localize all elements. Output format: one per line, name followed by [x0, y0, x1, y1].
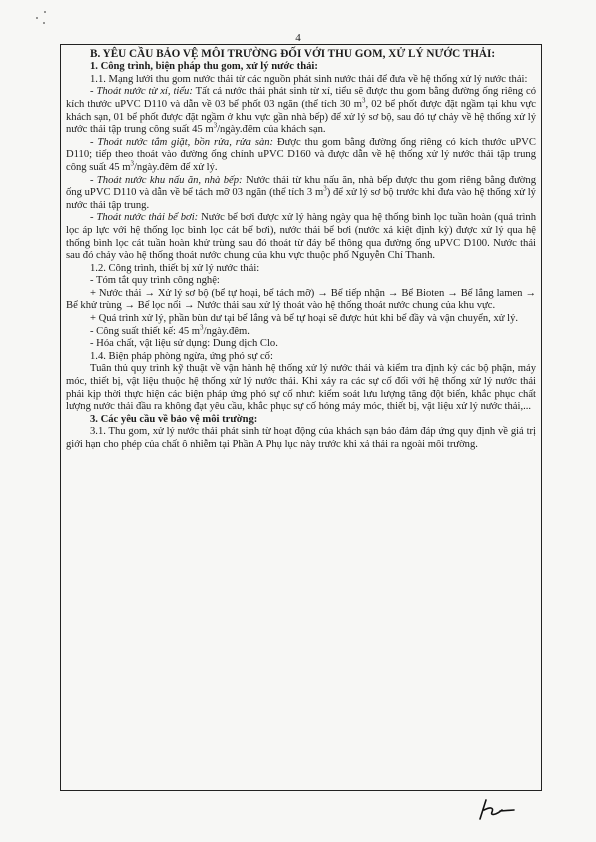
- paragraph-kitchen: - Thoát nước khu nấu ăn, nhà bếp: Nước thải từ khu nấu ăn, nhà bếp được thu gom riêng bằng đường ống uPVC D110 và dẫn về bể tách mỡ 03 ngăn (thể tích 3 $m^3$) để xử lý sơ bộ trước khi đưa vào hệ thống xử lý nước thải tập trung.: [66, 174, 537, 211]
- scan-speck: [43, 22, 45, 24]
- section-title: B. YÊU CẦU BẢO VỆ MÔI TRƯỜNG ĐỐI VỚI THU GOM, XỬ LÝ NƯỚC THẢI:: [90, 48, 496, 60]
- paragraph-1-1: 1.1. Mạng lưới thu gom nước thải từ các nguồn phát sinh nước thải để đưa về hệ thống xử lý nước thải:: [90, 73, 528, 85]
- label-bath: - Thoát nước tắm giặt, bồn rửa, rửa sàn:: [90, 136, 274, 148]
- paragraph-prevention: Tuân thủ quy trình kỹ thuật về vận hành hệ thống xử lý nước thải và kiểm tra định kỳ các bộ phận, máy móc, thiết bị, vật liệu thuộc hệ thống xử lý nước thải. Khi xảy ra các sự cố đối với hệ thống xử lý nước thải phải kịp thời thực hiện các biện pháp ứng phó sự cố như: kiểm soát lưu lượng tăng đột biến, khắc phục chất lượng nước thải đầu ra không đạt yêu cầu, khắc phục sự cố hỏng máy móc, thiết bị, vật liệu xử lý nước thải,...: [66, 363, 536, 413]
- paragraph-toilet: - Thoát nước từ xí, tiểu: Tất cả nước thải phát sinh từ xí, tiểu sẽ được thu gom bằng đường ống riêng có kích thước uPVC D110 và dẫn về 03 bể phốt 03 ngăn (thể tích 30 $m^3$, 02 bể phốt được đặt ngầm tại khu vực khách sạn, 01 bể phốt được đặt ngầm ở khu vực gần nhà bếp) để xử lý sơ bộ, sau đó tự chảy về hệ thống xử lý nước thải tập trung công suất 45 $m^3/ngày.đêm$ của khách sạn.: [66, 86, 537, 136]
- scan-speck: [36, 17, 38, 19]
- document-body: [66, 48, 536, 452]
- paragraph-bath: - Thoát nước tắm giặt, bồn rửa, rửa sàn: Được thu gom bằng đường ống riêng có kích thước uPVC D110; tiếp theo thoát vào đường ống chính uPVC D160 và được dẫn về hệ thống xử lý nước thải tập trung công suất 45 $m^3/ngày.đêm$ để xử lý.: [66, 136, 536, 173]
- label-pool: - Thoát nước thải bể bơi:: [90, 212, 199, 224]
- paragraph-1-4: 1.4. Biện pháp phòng ngừa, ứng phó sự cố:: [90, 350, 273, 362]
- paragraph-pool: - Thoát nước thải bể bơi: Nước bể bơi được xử lý hàng ngày qua hệ thống bình lọc tuần hoàn (quá trình lọc áp lực với hệ thống lọc bình lọc cát bể bơi), nước thải bể bơi (nước xả kiệt định kỳ) được xử lý qua hệ thống bình lọc cát tuần hoàn khử trùng sau đó thoát từ đáy bể thông qua đường ống uPVC D100. Nước thải sau đó chảy vào hệ thống thoát nước chung của khu vực thuộc phố Nguyễn Chí Thanh.: [66, 212, 537, 262]
- paragraph-sludge: + Quá trình xử lý, phần bùn dư tại bể lắng và bể tự hoại sẽ được hút khi bể đầy và vận chuyển, xử lý.: [90, 313, 519, 325]
- page-number: 4: [295, 32, 301, 44]
- heading-1: 1. Công trình, biện pháp thu gom, xử lý nước thải:: [90, 61, 318, 73]
- handwritten-initials: [476, 797, 520, 821]
- paragraph-1-2: 1.2. Công trình, thiết bị xử lý nước thải:: [90, 262, 260, 274]
- scan-speck: [44, 11, 46, 13]
- paragraph-summary: - Tóm tắt quy trình công nghệ:: [90, 275, 220, 287]
- paragraph-3-1: 3.1. Thu gom, xử lý nước thải phát sinh từ hoạt động của khách sạn bảo đảm đáp ứng quy định về giá trị giới hạn cho phép của chất ô nhiễm tại Phần A Phụ lục này trước khi xả thải ra ngoài môi trường.: [66, 426, 536, 451]
- paragraph-chemicals: - Hóa chất, vật liệu sử dụng: Dung dịch Clo.: [90, 338, 278, 350]
- label-kitchen: - Thoát nước khu nấu ăn, nhà bếp:: [90, 174, 243, 186]
- paragraph-process: + Nước thải → Xử lý sơ bộ (bể tự hoại, bể tách mỡ) → Bể tiếp nhận → Bể Bioten → Bể lắng lamen → Bể khử trùng → Bể lọc nổi → Nước thải sau xử lý thoát vào hệ thống thoát nước chung của khu vực.: [66, 287, 536, 312]
- label-toilet: - Thoát nước từ xí, tiểu:: [90, 86, 193, 98]
- paragraph-capacity: - Công suất thiết kế: 45 $m^3/ngày.đêm$.: [90, 323, 250, 337]
- heading-3: 3. Các yêu cầu về bảo vệ môi trường:: [90, 413, 258, 425]
